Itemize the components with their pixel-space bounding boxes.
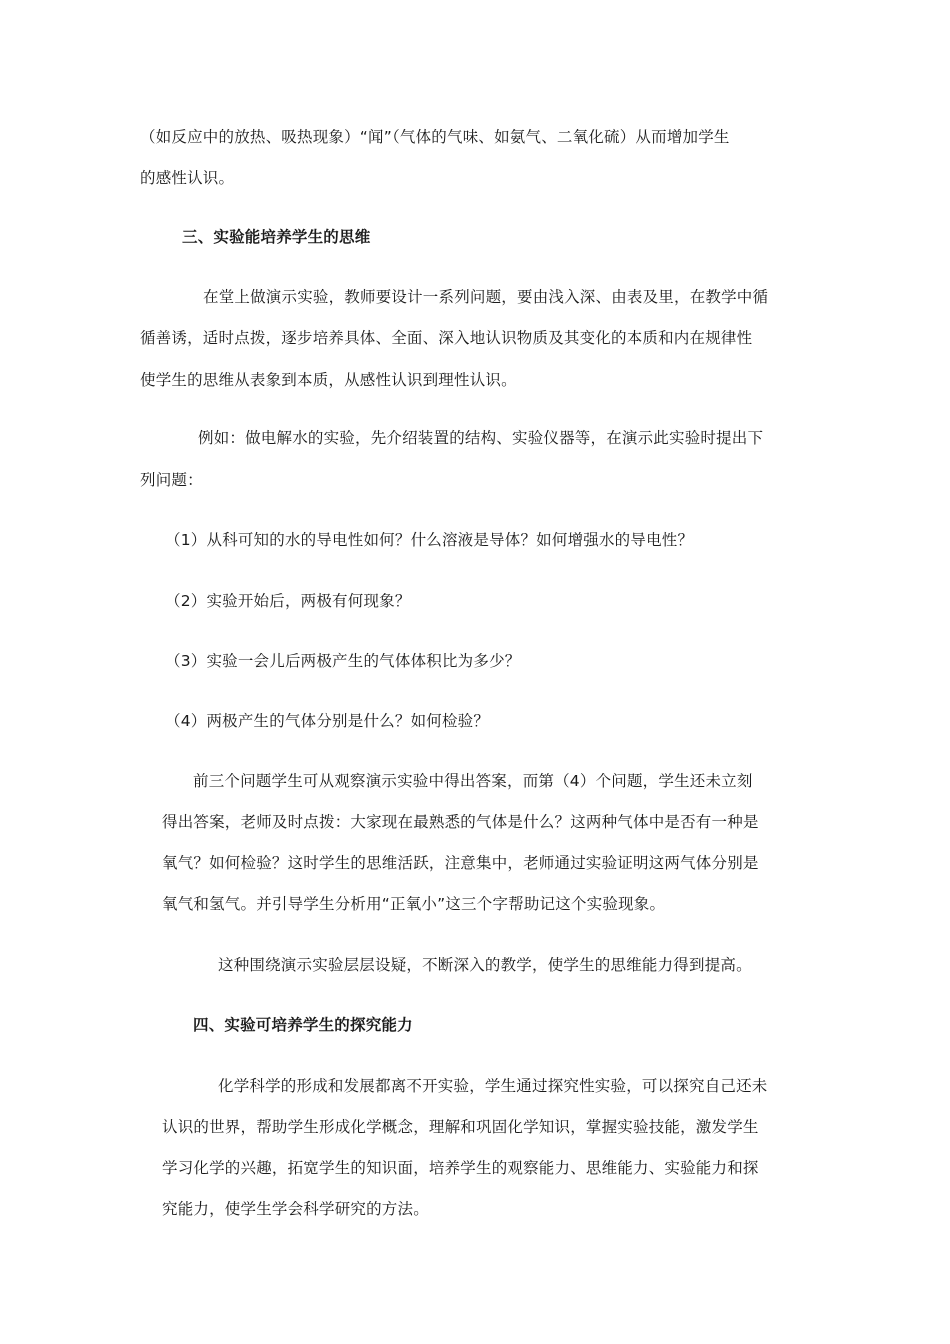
text-line: 这种围绕演示实验层层设疑，不断深入的教学，使学生的思维能力得到提高。 xyxy=(218,956,752,974)
text-line: 认识的世界，帮助学生形成化学概念，理解和巩固化学知识，掌握实验技能，激发学生 xyxy=(162,1118,759,1136)
text-line: 列问题： xyxy=(140,471,203,489)
text-line: 的感性认识。 xyxy=(140,169,235,187)
text-line: 使学生的思维从表象到本质，从感性认识到理性认识。 xyxy=(140,371,517,389)
text-line: 例如：做电解水的实验，先介绍装置的结构、实验仪器等，在演示此实验时提出下 xyxy=(198,429,764,447)
text-line: 在堂上做演示实验，教师要设计一系列问题，要由浅入深、由表及里，在教学中循 xyxy=(203,288,769,306)
question-item-2: （2）实验开始后，两极有何现象？ xyxy=(165,592,411,610)
text-line: 得出答案，老师及时点拨：大家现在最熟悉的气体是什么？这两种气体中是否有一种是 xyxy=(162,813,759,831)
question-item-3: （3）实验一会儿后两极产生的气体体积比为多少？ xyxy=(165,652,521,670)
text-line: 究能力，使学生学会科学研究的方法。 xyxy=(162,1200,429,1218)
text-line: 前三个问题学生可从观察演示实验中得出答案，而第（4）个问题，学生还未立刻 xyxy=(193,772,753,790)
text-line: 学习化学的兴趣，拓宽学生的知识面，培养学生的观察能力、思维能力、实验能力和探 xyxy=(162,1159,759,1177)
text-line: 氧气和氢气。并引导学生分析用“正氧小”这三个字帮助记这个实验现象。 xyxy=(162,895,666,913)
text-line: 氧气？如何检验？这时学生的思维活跃，注意集中，老师通过实验证明这两气体分别是 xyxy=(162,854,759,872)
text-line: （如反应中的放热、吸热现象）“闻”（气体的气味、如氨气、二氧化硫）从而增加学生 xyxy=(140,128,730,146)
question-item-1: （1）从科可知的水的导电性如何？什么溶液是导体？如何增强水的导电性？ xyxy=(165,531,694,549)
question-item-4: （4）两极产生的气体分别是什么？如何检验？ xyxy=(165,712,490,730)
text-line: 化学科学的形成和发展都离不开实验，学生通过探究性实验，可以探究自己还未 xyxy=(218,1077,768,1095)
text-line: 循善诱，适时点拨，逐步培养具体、全面、深入地认识物质及其变化的本质和内在规律性 xyxy=(140,329,753,347)
section-heading-3: 三、实验能培养学生的思维 xyxy=(182,228,371,246)
section-heading-4: 四、实验可培养学生的探究能力 xyxy=(193,1016,413,1034)
